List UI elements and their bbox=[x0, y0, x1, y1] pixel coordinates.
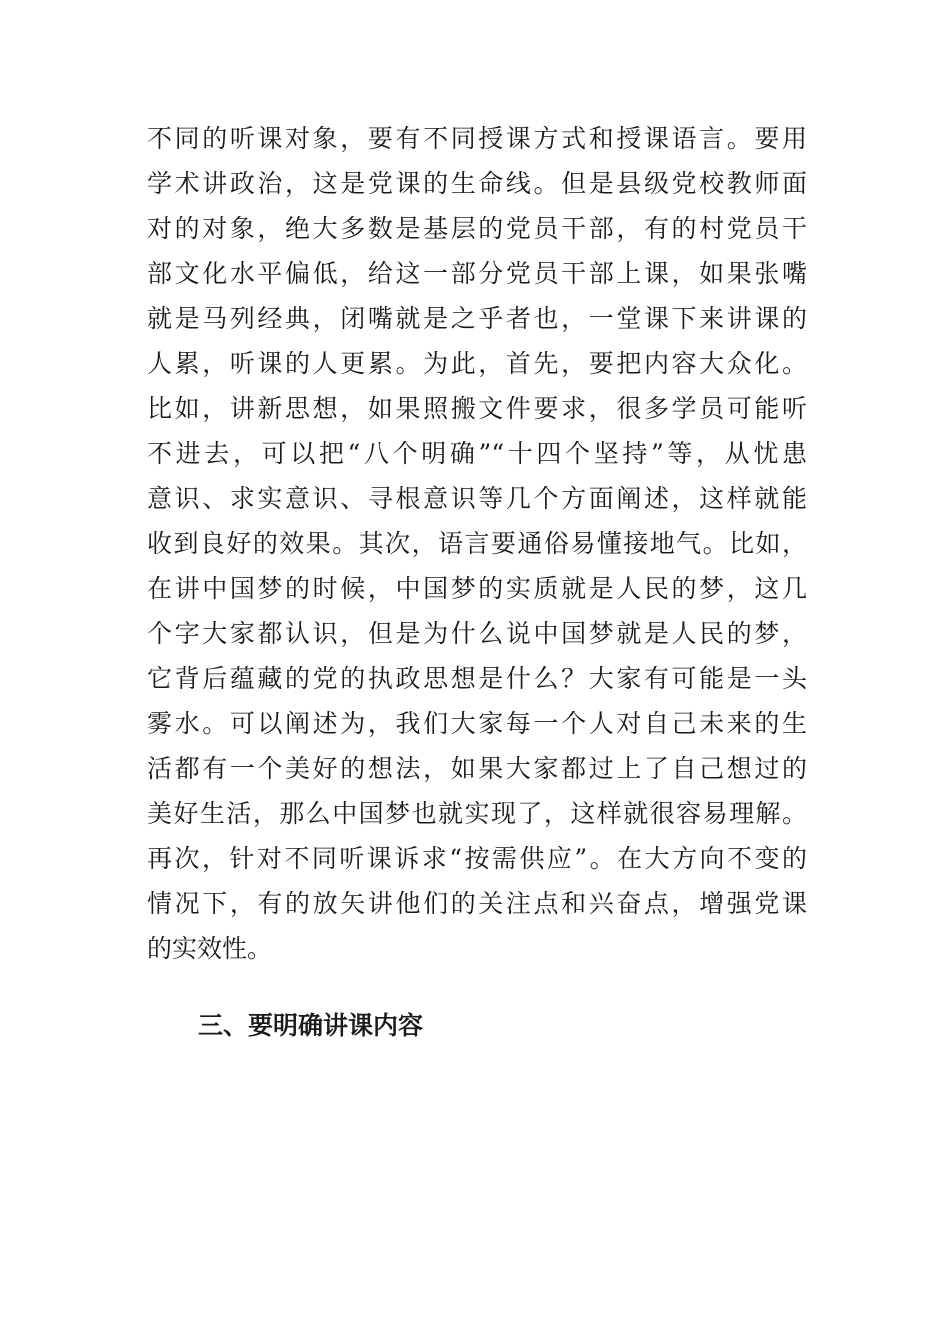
paragraph-line: 情况下，有的放矢讲他们的关注点和兴奋点，增强党课 bbox=[147, 889, 807, 918]
paragraph-line: 的实效性。 bbox=[147, 934, 273, 963]
paragraph-line: 再次，针对不同听课诉求“按需供应”。在大方向不变的 bbox=[147, 844, 807, 873]
paragraph-line: 人累，听课的人更累。为此，首先，要把内容大众化。 bbox=[147, 349, 807, 378]
section-heading: 三、要明确讲课内容 bbox=[198, 1011, 424, 1040]
paragraph-line: 学术讲政治，这是党课的生命线。但是县级党校教师面 bbox=[147, 169, 807, 198]
paragraph-line: 意识、求实意识、寻根意识等几个方面阐述，这样就能 bbox=[147, 484, 807, 513]
body-paragraph bbox=[147, 116, 807, 971]
paragraph-line: 不进去，可以把“八个明确”“十四个坚持”等，从忧患 bbox=[147, 439, 807, 468]
paragraph-line: 比如，讲新思想，如果照搬文件要求，很多学员可能听 bbox=[147, 394, 807, 423]
paragraph-line: 活都有一个美好的想法，如果大家都过上了自己想过的 bbox=[147, 754, 807, 783]
paragraph-line: 就是马列经典，闭嘴就是之乎者也，一堂课下来讲课的 bbox=[147, 304, 807, 333]
paragraph-line: 不同的听课对象，要有不同授课方式和授课语言。要用 bbox=[147, 124, 807, 153]
paragraph-line: 部文化水平偏低，给这一部分党员干部上课，如果张嘴 bbox=[147, 259, 807, 288]
paragraph-line: 它背后蕴藏的党的执政思想是什么？大家有可能是一头 bbox=[147, 664, 807, 693]
paragraph-line: 对的对象，绝大多数是基层的党员干部，有的村党员干 bbox=[147, 214, 807, 243]
paragraph-line: 在讲中国梦的时候，中国梦的实质就是人民的梦，这几 bbox=[147, 574, 807, 603]
paragraph-line: 美好生活，那么中国梦也就实现了，这样就很容易理解。 bbox=[147, 799, 807, 828]
paragraph-line: 雾水。可以阐述为，我们大家每一个人对自己未来的生 bbox=[147, 709, 807, 738]
paragraph-line: 收到良好的效果。其次，语言要通俗易懂接地气。比如， bbox=[147, 529, 807, 558]
paragraph-line: 个字大家都认识，但是为什么说中国梦就是人民的梦， bbox=[147, 619, 807, 648]
